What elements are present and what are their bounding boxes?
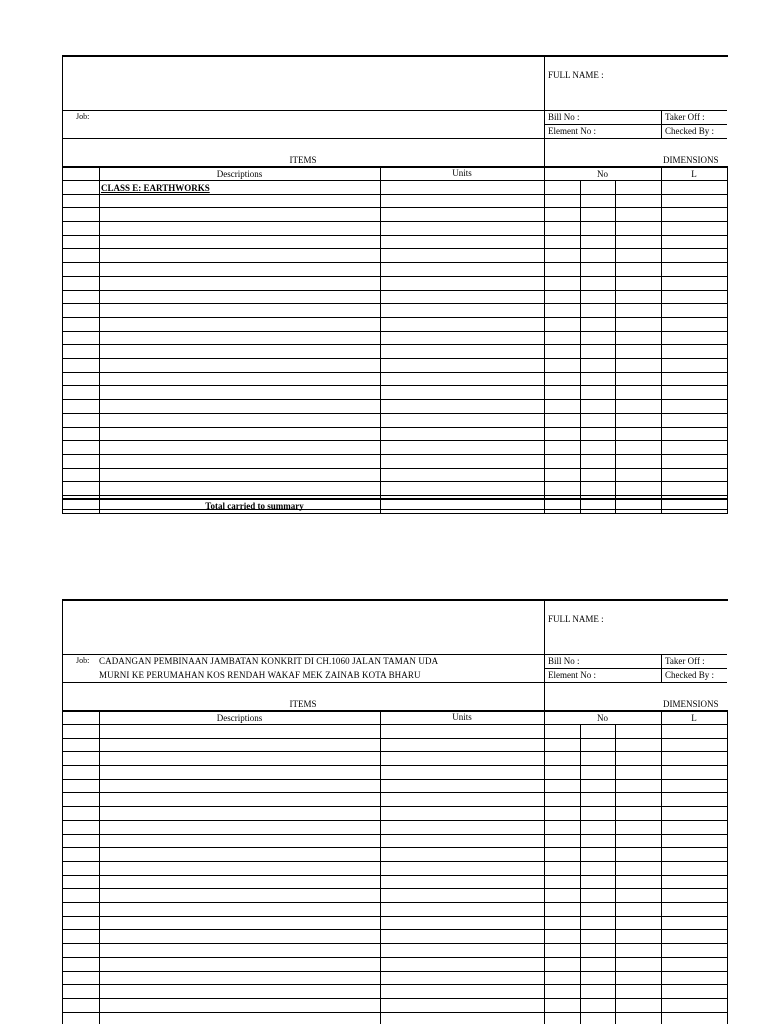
column-header-rule: [62, 180, 727, 181]
column-header-units: Units: [452, 168, 472, 178]
row-rule: [62, 344, 727, 345]
row-rule: [62, 194, 727, 195]
row-rule: [62, 235, 727, 236]
column-rule: [580, 724, 581, 1024]
row-rule: [62, 834, 727, 835]
column-rule: [380, 166, 381, 514]
row-rule: [62, 427, 727, 428]
column-rule: [727, 710, 728, 1024]
column-header-descriptions: Descriptions: [216, 169, 263, 179]
row-rule: [62, 779, 727, 780]
items-heading: ITEMS: [289, 155, 317, 165]
column-rule: [99, 166, 100, 514]
column-header-rule: [62, 724, 727, 725]
column-rule: [544, 710, 545, 1024]
row-rule: [62, 317, 727, 318]
row-rule: [62, 792, 727, 793]
column-rule: [380, 710, 381, 1024]
column-header-units: Units: [452, 712, 472, 722]
items-heading: ITEMS: [289, 699, 317, 709]
total-rule: [62, 498, 727, 500]
row-rule: [62, 385, 727, 386]
checked-by-label: Checked By :: [665, 670, 714, 680]
column-header-l: L: [691, 713, 697, 723]
column-rule: [615, 180, 616, 514]
row-rule: [62, 751, 727, 752]
row-rule: [62, 262, 727, 263]
taker-off-label: Taker Off :: [665, 656, 705, 666]
column-header-no: No: [597, 713, 608, 723]
quantity-sheet-2: [0, 544, 768, 1024]
element-no-label: Element No :: [548, 126, 596, 136]
row-rule: [62, 888, 727, 889]
column-rule: [661, 710, 662, 1024]
column-rule: [661, 166, 662, 514]
sheet-left-border: [62, 55, 63, 514]
row-rule: [62, 929, 727, 930]
full-name-label: FULL NAME :: [548, 614, 604, 624]
row-rule: [62, 943, 727, 944]
column-header-no: No: [597, 169, 608, 179]
job-description-line-1: CADANGAN PEMBINAAN JAMBATAN KONKRIT DI CH.1060 JALAN TAMAN UDA: [99, 656, 439, 666]
row-rule: [62, 372, 727, 373]
row-rule: [62, 413, 727, 414]
row-rule: [62, 303, 727, 304]
column-rule: [580, 180, 581, 514]
checked-by-label: Checked By :: [665, 126, 714, 136]
header-divider: [661, 654, 662, 682]
row-rule: [62, 998, 727, 999]
taker-off-label: Taker Off :: [665, 112, 705, 122]
row-rule: [62, 861, 727, 862]
row-rule: [62, 358, 727, 359]
column-header-l: L: [691, 169, 697, 179]
row-rule: [62, 916, 727, 917]
bill-no-label: Bill No :: [548, 112, 580, 122]
row-rule: [62, 331, 727, 332]
job-label: Job:: [76, 112, 90, 121]
header-rule: [544, 124, 727, 125]
row-rule: [62, 1012, 727, 1013]
sheet-left-border: [62, 599, 63, 1024]
row-rule: [62, 481, 727, 482]
row-rule: [62, 875, 727, 876]
header-rule: [62, 110, 727, 111]
dimensions-heading: DIMENSIONS: [663, 155, 719, 165]
sheet-top-border: [62, 599, 728, 601]
dimensions-heading: DIMENSIONS: [663, 699, 719, 709]
row-rule: [62, 984, 727, 985]
row-rule: [62, 971, 727, 972]
row-rule: [62, 806, 727, 807]
header-rule: [62, 682, 727, 683]
sheet-top-border: [62, 55, 728, 57]
row-rule: [62, 847, 727, 848]
row-rule: [62, 290, 727, 291]
column-rule: [544, 166, 545, 514]
column-rule: [727, 166, 728, 514]
full-name-label: FULL NAME :: [548, 70, 604, 80]
total-carried-label: Total carried to summary: [205, 501, 304, 511]
header-rule: [544, 668, 727, 669]
column-rule: [99, 710, 100, 1024]
header-rule: [62, 138, 727, 139]
table-top-rule: [62, 166, 727, 168]
job-label: Job:: [76, 656, 90, 665]
row-rule: [62, 820, 727, 821]
row-rule: [62, 454, 727, 455]
row-rule: [62, 440, 727, 441]
job-description-line-2: MURNI KE PERUMAHAN KOS RENDAH WAKAF MEK ZAINAB KOTA BHARU: [99, 670, 421, 680]
table-top-rule: [62, 710, 727, 712]
section-heading: CLASS E: EARTHWORKS: [101, 183, 210, 193]
element-no-label: Element No :: [548, 670, 596, 680]
row-rule: [62, 957, 727, 958]
column-header-descriptions: Descriptions: [216, 713, 263, 723]
header-divider: [661, 110, 662, 138]
row-rule: [62, 468, 727, 469]
row-rule: [62, 207, 727, 208]
sheet-bottom-border: [62, 513, 727, 514]
row-rule: [62, 738, 727, 739]
row-rule: [62, 495, 727, 496]
row-rule: [62, 399, 727, 400]
row-rule: [62, 248, 727, 249]
row-rule: [62, 902, 727, 903]
row-rule: [62, 765, 727, 766]
column-rule: [615, 724, 616, 1024]
row-rule: [62, 221, 727, 222]
header-rule: [62, 654, 727, 655]
bill-no-label: Bill No :: [548, 656, 580, 666]
row-rule: [62, 276, 727, 277]
